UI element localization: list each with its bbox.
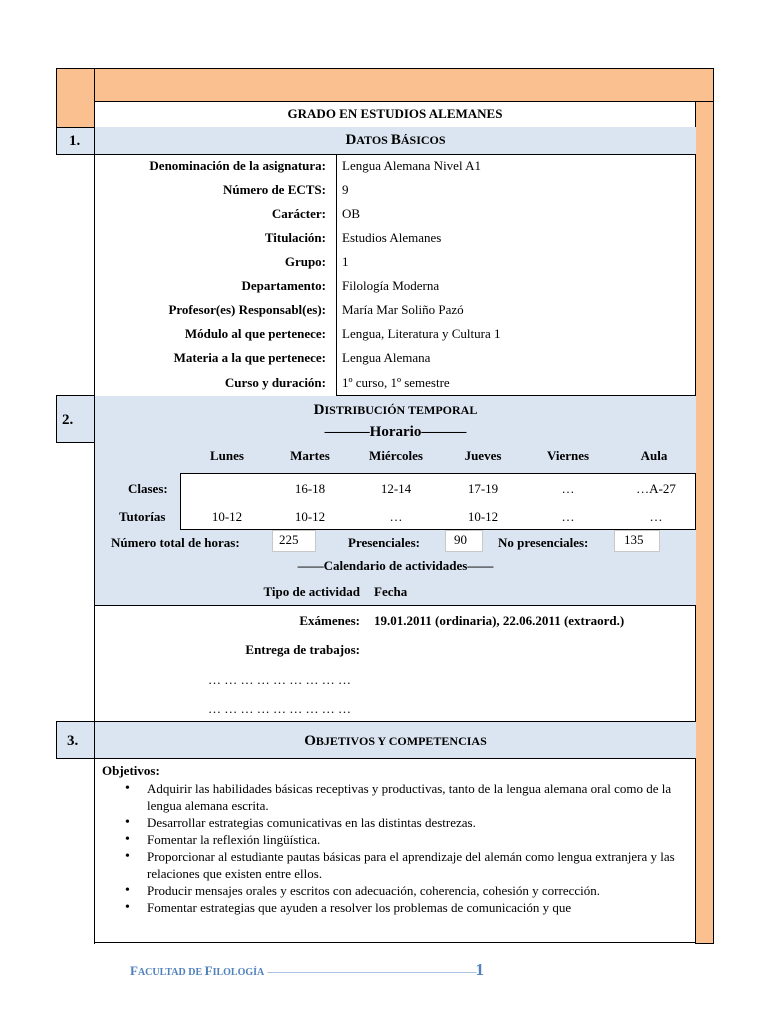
- label-grupo: Grupo:: [284, 254, 326, 269]
- label-caracter: Carácter:: [271, 206, 326, 221]
- tipo-actividad-label: Tipo de actividad: [263, 584, 360, 599]
- footer: [130, 962, 484, 981]
- section2-title: DISTRIBUCIÓN TEMPORAL: [313, 402, 478, 418]
- bottom-line: [94, 942, 696, 943]
- label-denominacion: Denominación de la asignatura:: [149, 158, 326, 173]
- placeholder-dots-1: … … … … … … … … …: [208, 672, 351, 687]
- clase-miercoles: 12-14: [380, 481, 412, 496]
- day-martes: Martes: [290, 448, 330, 463]
- orange-top-band: [94, 68, 714, 102]
- presenciales-label: Presenciales:: [348, 535, 420, 550]
- section1-number: 1.: [69, 133, 81, 149]
- value-titulacion: Estudios Alemanes: [342, 230, 442, 245]
- examenes-value: 19.01.2011 (ordinaria), 22.06.2011 (extraord.): [374, 613, 625, 628]
- objetivos-list: [95, 780, 693, 916]
- label-profesor: Profesor(es) Responsabl(es):: [168, 302, 326, 317]
- list-item: • Fomentar estrategias que ayuden a resolver los problemas de comunicación y que: [95, 899, 693, 916]
- value-caracter: OB: [342, 206, 361, 221]
- section2-number-cell: [56, 395, 95, 443]
- value-departamento: Filología Moderna: [342, 278, 440, 293]
- value-ects: 9: [342, 182, 349, 197]
- day-viernes: Viernes: [546, 448, 590, 463]
- orange-right-strip: [695, 101, 714, 944]
- total-horas-box: [272, 530, 316, 552]
- section3-header: [95, 721, 696, 759]
- section1-title: DATOS BÁSICOS: [345, 132, 446, 148]
- tutorias-label: Tutorías: [119, 509, 166, 524]
- schedule-box: [180, 473, 696, 530]
- value-grupo: 1: [342, 254, 349, 269]
- footer-fac-rest2: ILOLOGÍA: [212, 967, 265, 978]
- label-materia: Materia a la que pertenece:: [173, 350, 326, 365]
- no-presenciales-label: No presenciales:: [498, 535, 589, 550]
- label-modulo: Módulo al que pertenece:: [184, 326, 326, 341]
- footer-fac-cap1: F: [130, 963, 138, 978]
- examenes-label: Exámenes:: [299, 613, 360, 628]
- value-modulo: Lengua, Literatura y Cultura 1: [342, 326, 501, 341]
- total-horas-value: 225: [279, 532, 299, 547]
- fecha-label: Fecha: [374, 584, 408, 599]
- label-curso: Curso y duración:: [224, 375, 326, 390]
- footer-fac-rest1: ACULTAD DE: [137, 967, 205, 978]
- list-item: • Producir mensajes orales y escritos con adecuación, coherencia, cohesión y corrección.: [95, 882, 693, 899]
- section2-bottom-line: [94, 605, 696, 606]
- day-aula: Aula: [640, 448, 668, 463]
- label-departamento: Departamento:: [241, 278, 326, 293]
- tutoria-jueves: 10-12: [467, 509, 499, 524]
- label-ects: Número de ECTS:: [222, 182, 326, 197]
- tutoria-viernes: …: [561, 509, 575, 524]
- list-item: • Proporcionar al estudiante pautas básicas para el aprendizaje del alemán como lengua extranjera y las relaciones que existen entre ellos.: [95, 848, 693, 882]
- page-title: GRADO EN ESTUDIOS ALEMANES: [287, 106, 503, 121]
- section3-number-cell: [56, 721, 95, 759]
- section2-number: 2.: [62, 412, 74, 428]
- no-presenciales-value: 135: [624, 532, 644, 547]
- tutoria-lunes: 10-12: [211, 509, 243, 524]
- entrega-label: Entrega de trabajos:: [245, 642, 360, 657]
- section3-number: 3.: [67, 733, 79, 749]
- orange-left-strip: [56, 68, 95, 131]
- day-miercoles: Miércoles: [369, 448, 423, 463]
- calendario-title: ——Calendario de actividades——: [297, 558, 494, 573]
- list-item: • Adquirir las habilidades básicas receptivas y productivas, tanto de la lengua alemana oral como de la lengua alemana escrita.: [95, 780, 693, 814]
- value-denominacion: Lengua Alemana Nivel A1: [342, 158, 481, 173]
- section3-title: OBJETIVOS Y COMPETENCIAS: [304, 733, 487, 749]
- objetivos-label: Objetivos:: [102, 763, 160, 778]
- tutoria-aula: …: [649, 509, 663, 524]
- clase-jueves: 17-19: [467, 481, 499, 496]
- no-presenciales-box: [614, 530, 660, 552]
- footer-fac-cap2: F: [204, 963, 213, 978]
- tutoria-miercoles: …: [389, 509, 403, 524]
- list-item: • Fomentar la reflexión lingüística.: [95, 831, 693, 848]
- label-titulacion: Titulación:: [264, 230, 326, 245]
- value-curso: 1º curso, 1º semestre: [342, 375, 450, 390]
- footer-rule: ——————————————————————————: [267, 967, 476, 977]
- header-row: [94, 101, 696, 128]
- clase-aula: …A-27: [636, 481, 676, 496]
- footer-page-number: 1: [475, 960, 485, 979]
- section1-number-cell: [56, 127, 95, 155]
- presenciales-value: 90: [454, 532, 467, 547]
- clase-viernes: …: [561, 481, 575, 496]
- clases-label: Clases:: [128, 481, 168, 496]
- day-jueves: Jueves: [464, 448, 502, 463]
- section1-header: [95, 127, 696, 155]
- value-materia: Lengua Alemana: [342, 350, 431, 365]
- list-item: • Desarrollar estrategias comunicativas en las distintas destrezas.: [95, 814, 693, 831]
- horario-title: ———Horario———: [324, 424, 467, 440]
- value-profesor: María Mar Soliño Pazó: [342, 302, 464, 317]
- clase-martes: 16-18: [294, 481, 326, 496]
- tutoria-martes: 10-12: [294, 509, 326, 524]
- day-lunes: Lunes: [210, 448, 244, 463]
- total-horas-label: Número total de horas:: [111, 535, 240, 550]
- presenciales-box: [445, 530, 483, 552]
- placeholder-dots-2: … … … … … … … … …: [208, 701, 351, 716]
